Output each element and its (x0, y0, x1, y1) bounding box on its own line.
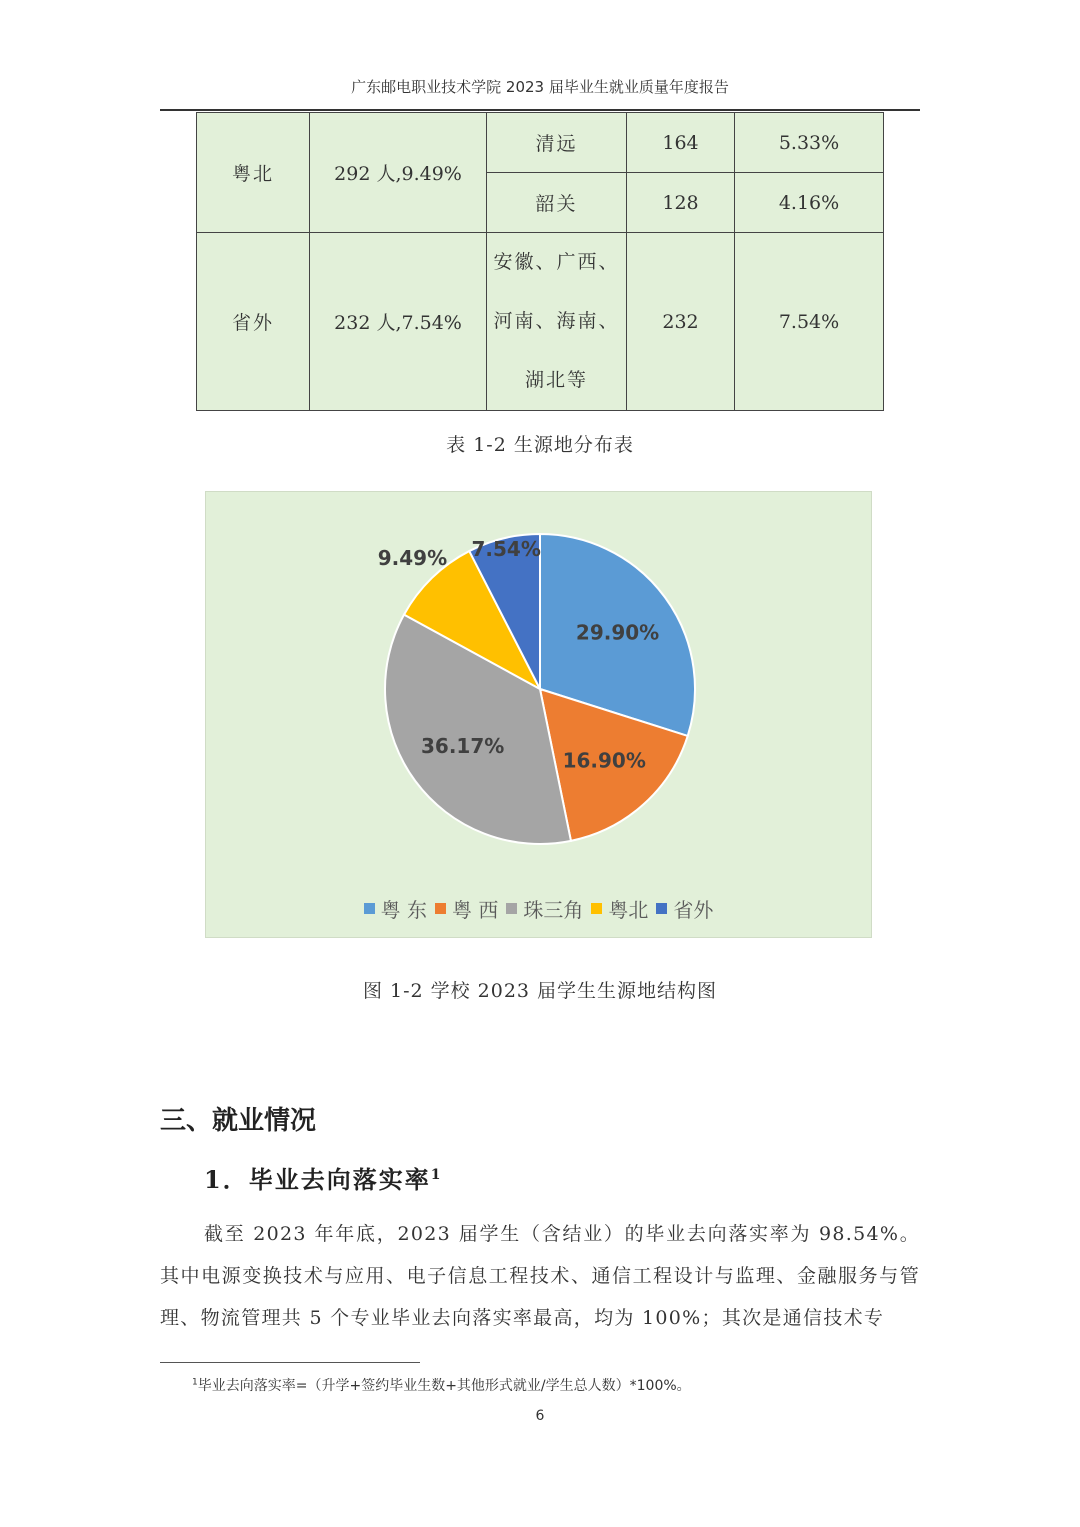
count-cell: 232 (627, 233, 735, 411)
section-heading: 三、就业情况 (160, 1106, 317, 1136)
slice-label: 36.17% (421, 734, 505, 759)
legend-item (591, 894, 648, 923)
header-rule (160, 109, 920, 111)
legend-swatch (591, 903, 602, 914)
place-cell: 清远 (487, 113, 627, 173)
pie-chart (206, 492, 873, 892)
legend-label: 珠三角 (523, 898, 584, 922)
region-cell: 省外 (197, 233, 310, 411)
pie-chart-panel (205, 491, 872, 938)
table-row (197, 113, 884, 173)
chart-legend (206, 894, 871, 923)
place-cell: 韶关 (487, 173, 627, 233)
legend-swatch (364, 903, 375, 914)
legend-swatch (656, 903, 667, 914)
legend-item (506, 894, 583, 923)
legend-item (364, 894, 427, 923)
chart-caption: 图 1-2 学校 2023 届学生生源地结构图 (362, 980, 718, 1002)
table-caption: 表 1-2 生源地分布表 (446, 434, 634, 456)
legend-label: 粤 东 (380, 898, 427, 922)
footnote-text: 毕业去向落实率=（升学+签约毕业生数+其他形式就业/学生总人数）*100%。 (197, 1378, 691, 1394)
slice-label: 29.90% (575, 620, 660, 645)
place-line: 湖北等 (524, 369, 588, 391)
legend-swatch (435, 903, 446, 914)
legend-label: 粤北 (608, 898, 649, 922)
legend-item (435, 894, 498, 923)
page-header: 广东邮电职业技术学院 2023 届毕业生就业质量年度报告 (351, 78, 729, 96)
slice-label: 7.54% (471, 536, 541, 561)
percent-cell: 5.33% (735, 113, 884, 173)
region-cell: 粤北 (197, 113, 310, 233)
legend-label: 省外 (673, 898, 714, 922)
legend-item (656, 894, 713, 923)
table-row (197, 233, 884, 411)
body-paragraph: 截至 2023 年年底，2023 届学生（含结业）的毕业去向落实率为 98.54%。其中电源变换技术与应用、电子信息工程技术、通信工程设计与监理、金融服务与管理、物流管理共 5 个专业毕业去向落实率最高，均为 100%；其次是通信技术专 (160, 1223, 920, 1329)
slice-label: 16.90% (562, 748, 646, 773)
place-line: 安徽、广西、 (493, 251, 620, 273)
region-total-cell: 292 人,9.49% (310, 113, 487, 233)
percent-cell: 4.16% (735, 173, 884, 233)
footnote-rule (160, 1362, 420, 1363)
page-number: 6 (535, 1408, 545, 1424)
footnote (192, 1375, 691, 1395)
footnote-mark: 1 (192, 1377, 198, 1388)
slice-label: 9.49% (377, 545, 448, 570)
region-total-cell: 232 人,7.54% (310, 233, 487, 411)
subsection-title: 1．毕业去向落实率 (204, 1165, 431, 1194)
region-table (196, 112, 884, 411)
place-cell (487, 233, 627, 411)
legend-swatch (506, 903, 517, 914)
percent-cell: 7.54% (735, 233, 884, 411)
footnote-ref: 1 (430, 1167, 443, 1183)
subsection-heading (204, 1160, 442, 1195)
count-cell: 128 (627, 173, 735, 233)
legend-label: 粤 西 (452, 898, 499, 922)
place-line: 河南、海南、 (493, 310, 620, 332)
count-cell: 164 (627, 113, 735, 173)
